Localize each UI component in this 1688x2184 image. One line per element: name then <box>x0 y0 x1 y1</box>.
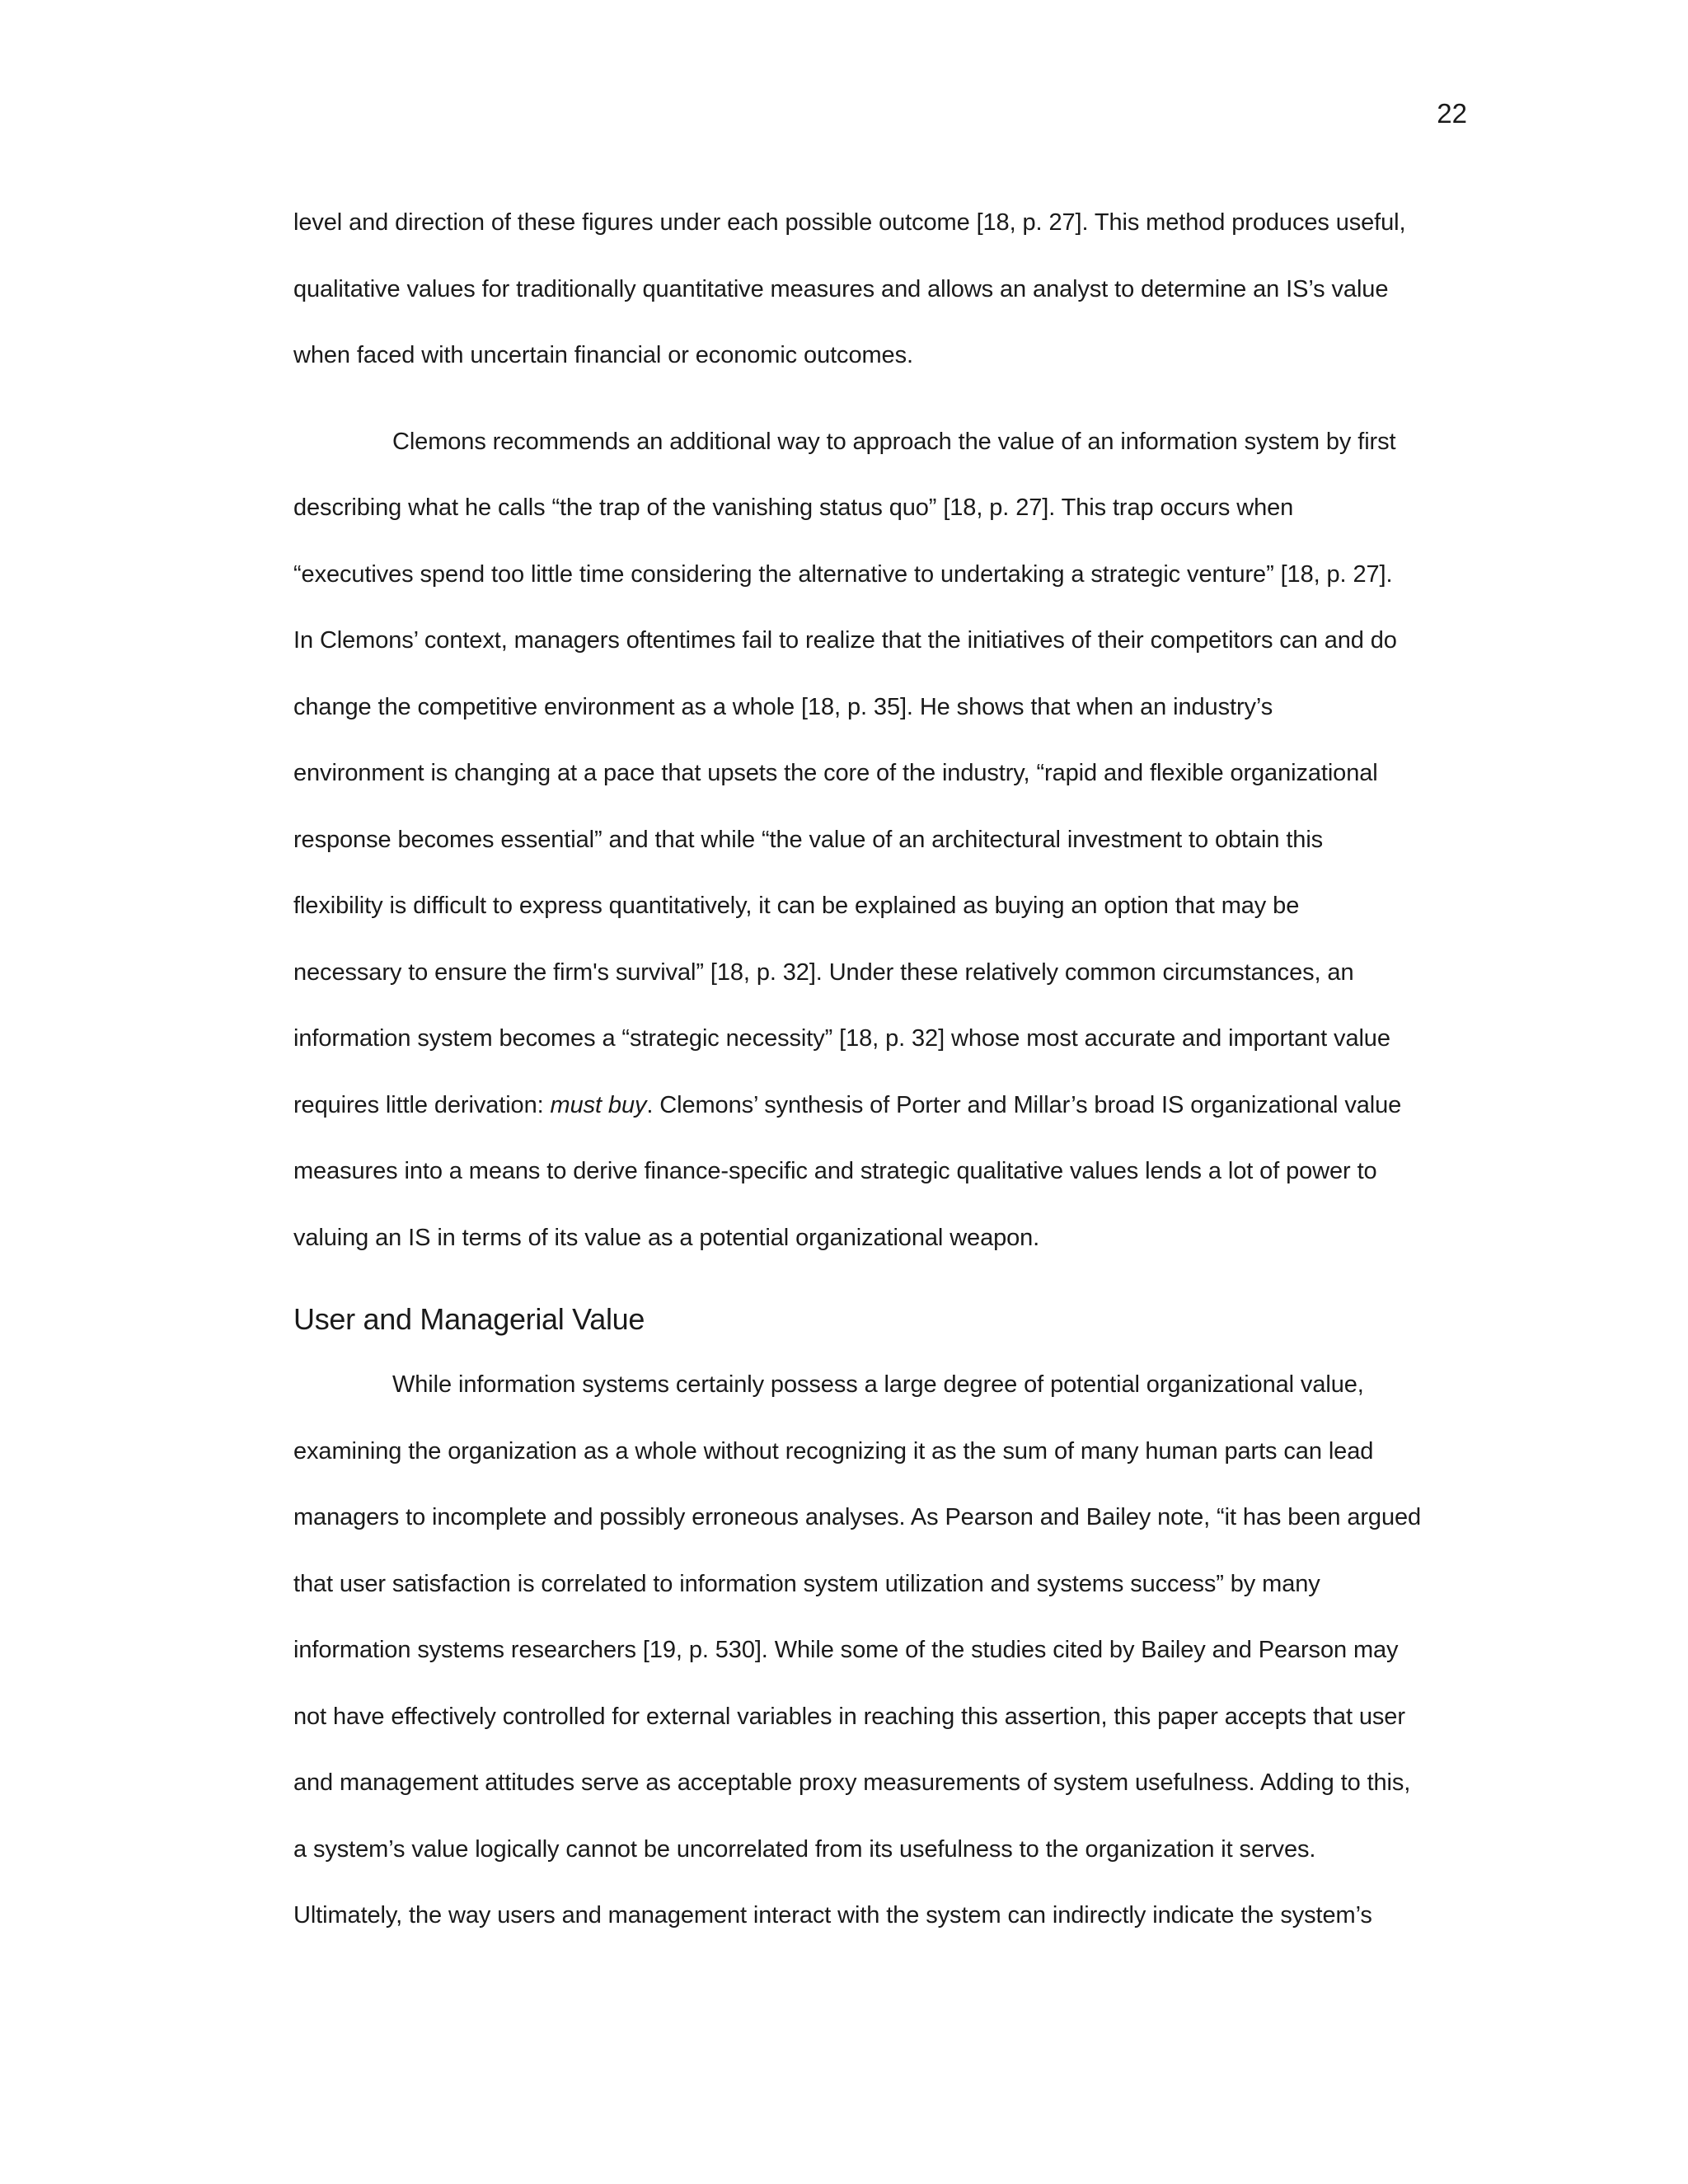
paragraph-line: information system becomes a “strategic necessity” [18, p. 32] whose most accurate and important value <box>293 1025 1390 1052</box>
paragraph-user-managerial <box>293 1352 1467 1949</box>
paragraph-line: necessary to ensure the firm's survival” [18, p. 32]. Under these relatively common circumstances, an <box>293 958 1354 986</box>
paragraph-line: that user satisfaction is correlated to information system utilization and systems success” by many <box>293 1570 1320 1597</box>
paragraph-line: “executives spend too little time considering the alternative to undertaking a strategic venture” [18, p. 27]. <box>293 560 1393 588</box>
paragraph-line: flexibility is difficult to express quantitatively, it can be explained as buying an option that may be <box>293 893 1300 919</box>
paragraph-line: and management attitudes serve as acceptable proxy measurements of system usefulness. Adding to this, <box>293 1769 1411 1796</box>
paragraph-line: managers to incomplete and possibly erroneous analyses. As Pearson and Bailey note, “it has been argued <box>293 1504 1422 1530</box>
paragraph-line: Ultimately, the way users and management interact with the system can indirectly indicate the system’s <box>293 1902 1372 1929</box>
paragraph-line: valuing an IS in terms of its value as a potential organizational weapon. <box>293 1224 1040 1251</box>
paragraph-line: response becomes essential” and that while “the value of an architectural investment to obtain this <box>293 826 1324 853</box>
paragraph-line: a system’s value logically cannot be uncorrelated from its usefulness to the organization it serves. <box>293 1835 1316 1863</box>
paragraph-line: change the competitive environment as a whole [18, p. 35]. He shows that when an industry’s <box>293 693 1273 720</box>
paragraph-line: In Clemons’ context, managers oftentimes fail to realize that the initiatives of their competitors can and do <box>293 627 1397 654</box>
paragraph-line: qualitative values for traditionally quantitative measures and allows an analyst to determine an IS’s value <box>293 275 1389 302</box>
page-number: 22 <box>1437 98 1467 129</box>
paragraph-line: when faced with uncertain financial or economic outcomes. <box>293 342 913 368</box>
page-content <box>293 190 1467 1969</box>
paragraph-continuation <box>293 190 1467 389</box>
paragraph-line: measures into a means to derive finance-specific and strategic qualitative values lends a lot of power to <box>293 1158 1377 1184</box>
paragraph-line: While information systems certainly possess a large degree of potential organizational value, <box>392 1371 1364 1398</box>
paragraph-line: examining the organization as a whole without recognizing it as the sum of many human parts can lead <box>293 1437 1374 1465</box>
paragraph-line: not have effectively controlled for external variables in reaching this assertion, this paper accepts that user <box>293 1703 1405 1730</box>
paragraph-line: describing what he calls “the trap of the vanishing status quo” [18, p. 27]. This trap occurs when <box>293 494 1294 521</box>
paragraph-line: environment is changing at a pace that upsets the core of the industry, “rapid and flexible organizational <box>293 760 1378 786</box>
paragraph-line: Clemons recommends an additional way to approach the value of an information system by first <box>392 428 1396 455</box>
paragraph-line: level and direction of these figures under each possible outcome [18, p. 27]. This method produces useful, <box>293 209 1406 236</box>
section-heading: User and Managerial Value <box>293 1302 645 1336</box>
paragraph-line-with-emphasis <box>293 1072 1467 1139</box>
paragraph-clemons <box>293 409 1467 1272</box>
emphasis-text: must buy <box>550 1091 647 1118</box>
paragraph-line: information systems researchers [19, p. 530]. While some of the studies cited by Bailey and Pearson may <box>293 1637 1399 1663</box>
line-text: . Clemons’ synthesis of Porter and Millar’s broad IS organizational value <box>646 1091 1402 1118</box>
line-text: requires little derivation: <box>293 1091 551 1118</box>
